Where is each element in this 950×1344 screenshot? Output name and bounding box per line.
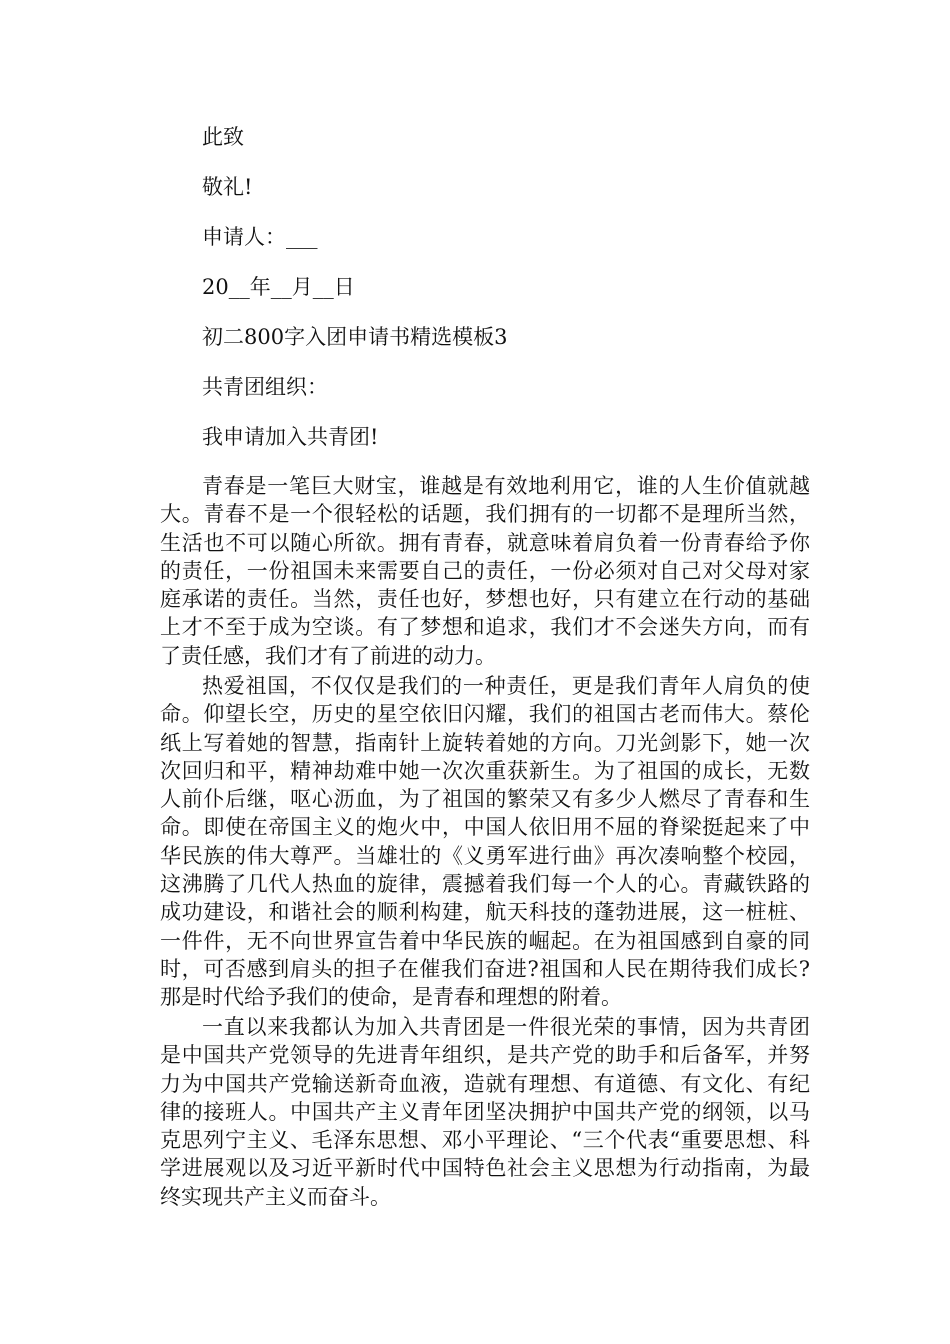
closing-respect: 敬礼! [202,175,253,199]
date-line: 20__年__月__日 [202,275,355,299]
applicant-line: 申请人：___ [202,225,318,249]
body-paragraph-1: 青春是一笔巨大财宝，谁越是有效地利用它，谁的人生价值就越大。青春不是一个很轻松的话题，我们拥有的一切都不是理所当然，生活也不可以随心所欲。拥有青春，就意味着肩负着一份青春给予你的责任，一份祖国未来需要自己的责任，一份必须对自己对父母对家庭承诺的责任。当然，责任也好，梦想也好，只有建立在行动的基础上才不至于成为空谈。有了梦想和追求，我们才不会迷失方向，而有了责任感，我们才有了前进的动力。 [160,474,810,668]
body-paragraph-3: 一直以来我都认为加入共青团是一件很光荣的事情，因为共青团是中国共产党领导的先进青年组织，是共产党的助手和后备军，并努力为中国共产党输送新奇血液，造就有理想、有道德、有文化、有纪律的接班人。中国共产主义青年团坚决拥护中国共产党的纲领，以马克思列宁主义、毛泽东思想、邓小平理论、“三个代表“重要思想、科学进展观以及习近平新时代中国特色社会主义思想为行动指南，为最终实现共产主义而奋斗。 [160,1015,810,1209]
section-title: 初二800字入团申请书精选模板3 [202,325,508,349]
opening-line: 我申请加入共青团! [202,425,379,449]
body-paragraph-2: 热爱祖国，不仅仅是我们的一种责任，更是我们青年人肩负的使命。仰望长空，历史的星空依旧闪耀，我们的祖国古老而伟大。蔡伦纸上写着她的智慧，指南针上旋转着她的方向。刀光剑影下，她一次次回归和平，精神劫难中她一次次重获新生。为了祖国的成长，无数人前仆后继，呕心沥血，为了祖国的繁荣又有多少人燃尽了青春和生命。即使在帝国主义的炮火中，中国人依旧用不屈的脊梁挺起来了中华民族的伟大尊严。当雄壮的《义勇军进行曲》再次凑响整个校园，这沸腾了几代人热血的旋律，震撼着我们每一个人的心。青藏铁路的成功建设，和谐社会的顺利构建，航天科技的蓬勃进展，这一桩桩、一件件，无不向世界宣告着中华民族的崛起。在为祖国感到自豪的同时，可否感到肩头的担子在催我们奋进?祖国和人民在期待我们成长?那是时代给予我们的使命，是青春和理想的附着。 [160,674,810,1010]
recipient-line: 共青团组织： [202,375,328,399]
closing-salutation: 此致 [202,125,244,149]
